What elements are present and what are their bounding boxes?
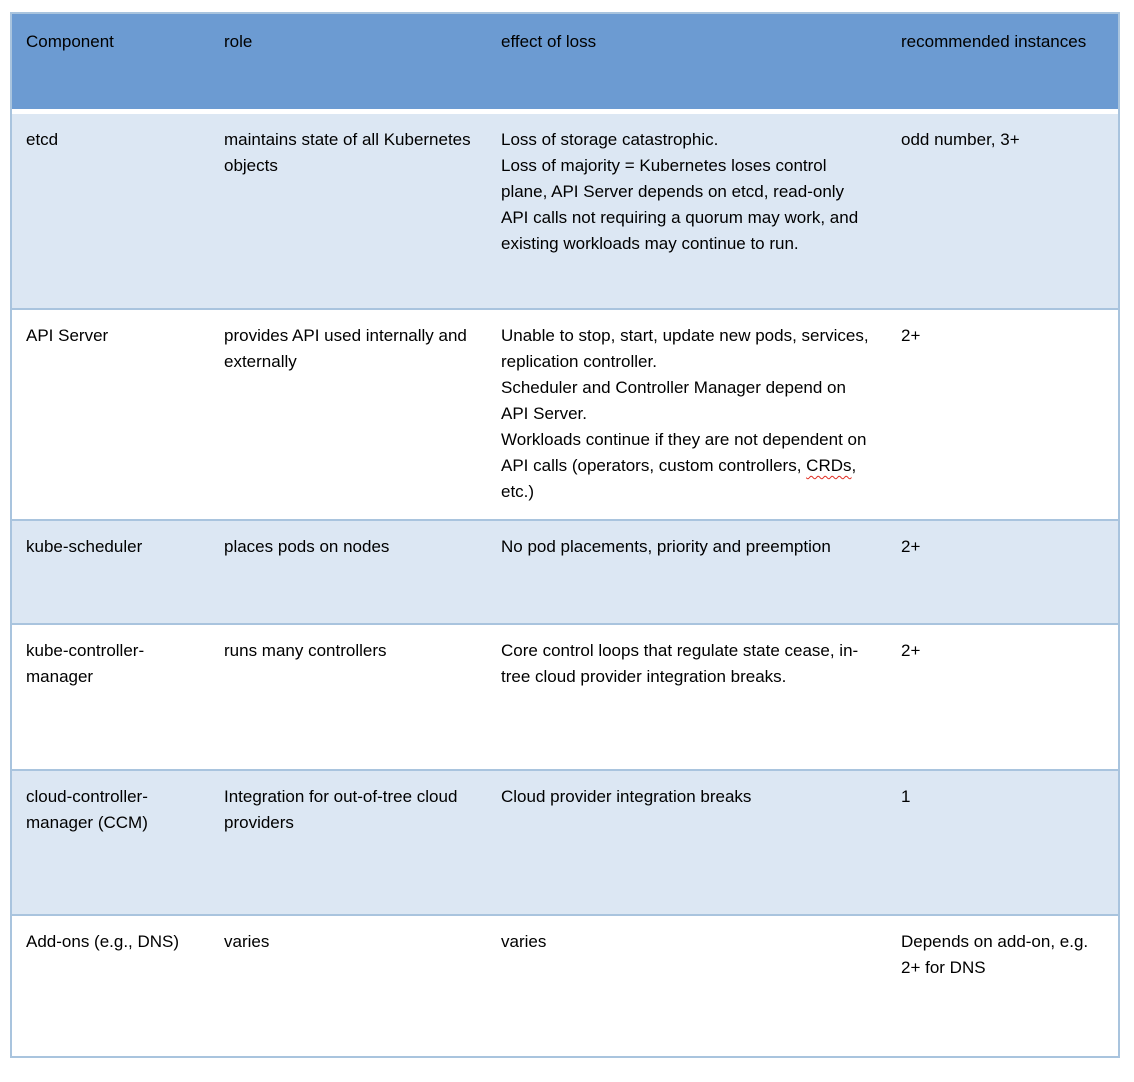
cell-role: Integration for out-of-tree cloud providers [224, 787, 458, 832]
table-row-api-server [12, 308, 1118, 519]
effect-text: Workloads continue if they are not dependent on API calls (operators, custom controllers, [501, 430, 867, 475]
effect-line: No pod placements, priority and preemption [501, 537, 831, 556]
table-row-add-ons [12, 914, 1118, 1056]
effect-line: Cloud provider integration breaks [501, 787, 752, 806]
cell-component: kube-controller-manager [26, 641, 145, 686]
effect-line: Unable to stop, start, update new pods, services, replication controller. [501, 326, 869, 371]
effect-text: , etc.) [501, 456, 857, 501]
cell-component: kube-scheduler [26, 537, 143, 556]
cell-component: API Server [26, 326, 109, 345]
cell-recommended-instances: 1 [901, 787, 911, 806]
cell-component: cloud-controller-manager (CCM) [26, 787, 148, 832]
table-row-kube-controller-manager [12, 623, 1118, 769]
cell-effect-of-loss [487, 310, 887, 519]
cell-recommended-instances: 2+ [901, 326, 921, 345]
cell-role: varies [224, 932, 270, 951]
effect-line: Loss of majority = Kubernetes loses control plane, API Server depends on etcd, read-only API calls not requiring a quorum may work, and existing workloads may continue to run. [501, 156, 859, 253]
kubernetes-components-table [10, 12, 1120, 1058]
cell-effect-of-loss [487, 625, 887, 769]
cell-effect-of-loss [487, 114, 887, 308]
cell-effect-of-loss [487, 521, 887, 623]
cell-role: maintains state of all Kubernetes objects [224, 130, 471, 175]
cell-role: provides API used internally and externally [224, 326, 467, 371]
header-component: Component [26, 32, 114, 51]
effect-line: varies [501, 932, 547, 951]
cell-recommended-instances: 2+ [901, 537, 921, 556]
cell-role: places pods on nodes [224, 537, 390, 556]
effect-line: Loss of storage catastrophic. [501, 130, 719, 149]
cell-component: etcd [26, 130, 59, 149]
cell-recommended-instances: odd number, 3+ [901, 130, 1020, 149]
cell-component: Add-ons (e.g., DNS) [26, 932, 180, 951]
header-recommended-instances: recommended instances [901, 32, 1087, 51]
cell-effect-of-loss [487, 771, 887, 914]
table-row-cloud-controller-manager [12, 769, 1118, 914]
cell-recommended-instances: 2+ [901, 641, 921, 660]
cell-effect-of-loss [487, 916, 887, 1056]
header-effect-of-loss: effect of loss [501, 32, 597, 51]
table-row-kube-scheduler [12, 519, 1118, 623]
effect-line: Scheduler and Controller Manager depend on API Server. [501, 378, 846, 423]
header-role: role [224, 32, 253, 51]
table-header-row [12, 14, 1118, 109]
effect-line [501, 427, 871, 505]
cell-role: runs many controllers [224, 641, 387, 660]
table-row-etcd [12, 114, 1118, 308]
misspelled-word-crds: CRDs [806, 456, 852, 475]
effect-line: Core control loops that regulate state cease, in-tree cloud provider integration breaks. [501, 641, 859, 686]
cell-recommended-instances: Depends on add-on, e.g. 2+ for DNS [901, 932, 1089, 977]
